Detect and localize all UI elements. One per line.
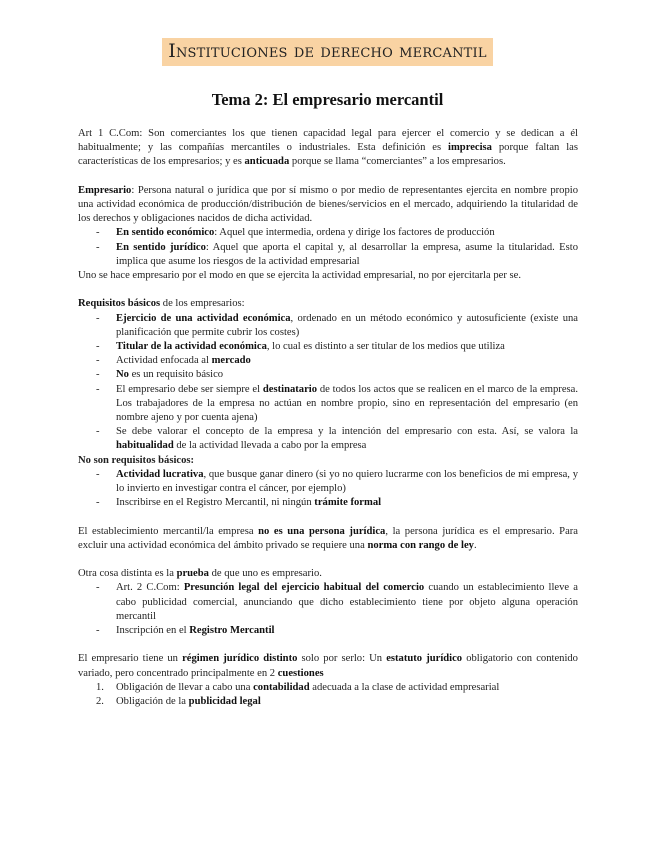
list-item (78, 340, 578, 354)
text-run: es un requisito básico (128, 369, 224, 381)
bullet-marker: - (96, 369, 100, 381)
spacer (78, 553, 578, 567)
bullet-marker: - (96, 582, 100, 594)
text-run: Otra cosa distinta es la (78, 568, 177, 580)
bullet-marker: - (96, 241, 100, 253)
empresario-list (78, 226, 578, 269)
list-item (78, 383, 578, 426)
text-run: , la persona jurídica es el empresario. Para excluir una actividad económica del ámbito privado se requiere una (78, 525, 579, 551)
text-run: . (473, 539, 477, 551)
text-run: de todos los actos que se realicen en el marco de la empresa. Los trabajadores de la empresa no actúan en nombre propio, sino en representación del empresario (en nombre ajeno y por cuenta ajena) (116, 383, 578, 424)
bullet-marker: - (96, 468, 100, 480)
paragraph-empresario-footer: Uno se hace empresario por el modo en que se ejercita la actividad empresarial, no por ejercitarla per se. (78, 270, 521, 282)
number-marker: 2. (96, 696, 104, 708)
text-run: adecuada a la clase de actividad empresarial (309, 681, 500, 693)
text-run: , lo cual es distinto a ser titular de los medios que utiliza (266, 341, 505, 353)
no-requisitos-list (78, 468, 578, 511)
text-run: : Aquel que intermedia, ordena y dirige los factores de producción (214, 227, 495, 239)
text-run: Obligación de la (116, 696, 189, 708)
list-item (78, 468, 578, 496)
bold-run: cuestiones (277, 667, 324, 679)
bold-run: no es una persona jurídica (258, 525, 386, 537)
spacer (78, 283, 578, 297)
text-run: : Persona natural o jurídica que por sí mismo o por medio de representantes ejercita en nombre propio una actividad económica de producción/distribución de bienes/servicios en el mercado, adquiriendo la titularidad de los derechos y obligaciones nacidos de dicha actividad. (78, 184, 578, 225)
list-item (78, 312, 578, 340)
text-run: Art. 2 C.Com: (116, 582, 184, 594)
bold-run: habitualidad (116, 440, 174, 452)
paragraph-art1 (78, 127, 578, 170)
list-item (78, 624, 578, 638)
list-item (78, 695, 578, 709)
bullet-marker: - (96, 497, 100, 509)
list-item (78, 241, 578, 269)
bold-run: En sentido jurídico (116, 241, 206, 253)
text-run: , que busque ganar dinero (si yo no quiero lucrarme con los beneficios de mi empresa, y lo invierto en investigar contra el cáncer, por ejemplo) (116, 468, 578, 495)
text-run: El empresario tiene un (78, 653, 183, 665)
title-container (0, 38, 655, 66)
text-run: El establecimiento mercantil/la empresa (78, 525, 259, 537)
bold-run: Actividad lucrativa (116, 468, 204, 480)
list-item (78, 226, 578, 240)
text-run: Se debe valorar el concepto de la empresa y la intención del empresario con esta. Así, se valora la (116, 426, 578, 438)
bold-run: norma con rango de ley (367, 539, 474, 551)
bold-run: Ejercicio de una actividad económica (116, 312, 291, 324)
text-run: porque faltan las características de los empresarios; y es (78, 142, 578, 168)
text-run: cuando un establecimiento lleve a cabo publicidad comercial, anunciando que dicho establecimiento tiene por objeto alguna operación mercantil (116, 582, 578, 622)
text-run: , ordenado en un método económico y autosuficiente (existe una planificación que permite cubrir los costes) (116, 312, 579, 338)
regimen-list (78, 681, 578, 709)
bullet-marker: - (96, 227, 100, 239)
text-run: de que uno es empresario. (208, 568, 322, 580)
bold-run: contabilidad (253, 681, 310, 693)
bullet-marker: - (96, 426, 100, 438)
paragraph-establecimiento (78, 525, 578, 553)
number-marker: 1. (96, 681, 104, 693)
bold-run: imprecisa (448, 142, 492, 154)
bold-run: régimen jurídico distinto (182, 653, 298, 665)
bold-run: Presunción legal del ejercicio habitual del comercio (183, 582, 425, 594)
bold-run: estatuto jurídico (386, 653, 463, 665)
text-run: Obligación de llevar a cabo una (116, 681, 254, 693)
bold-run: En sentido económico (116, 227, 215, 239)
bullet-marker: - (96, 312, 100, 324)
requisitos-heading (78, 297, 578, 311)
text-run: Inscribirse en el Registro Mercantil, ni ningún (116, 497, 315, 509)
bold-run: anticuada (244, 156, 290, 168)
document-title: Instituciones de derecho mercantil (162, 38, 492, 66)
text-run: Inscripción en el (116, 625, 190, 637)
spacer (78, 510, 578, 524)
bold-run: trámite formal (314, 497, 382, 509)
spacer (78, 638, 578, 652)
text-run: El empresario debe ser siempre el (116, 383, 263, 395)
bold-run: No (116, 369, 129, 381)
bold-run: publicidad legal (188, 696, 261, 708)
list-item (78, 496, 578, 510)
text-run: solo por serlo: Un (297, 653, 387, 665)
no-requisitos-heading: No son requisitos básicos: (78, 454, 195, 466)
paragraph-empresario (78, 184, 578, 227)
bold-run: Titular de la actividad económica (116, 341, 267, 353)
bold-run: Requisitos básicos (78, 298, 161, 310)
text-run: Art 1 C.Com: Son comerciantes los que tienen capacidad legal para ejercer el comercio y se dedican a él habitualmente; y las compañías mercantiles o industriales. Esta definición es (78, 128, 578, 154)
text-run: de la actividad llevada a cabo por la empresa (173, 440, 367, 452)
text-run: : Aquel que aporta el capital y, al desarrollar la empresa, asume la titularidad. Esto implica que asume los riesgos de la actividad empresarial (116, 241, 578, 267)
text-run: Actividad enfocada al (116, 355, 212, 367)
bold-run: mercado (211, 355, 251, 367)
prueba-list (78, 581, 578, 638)
text-run: de los empresarios: (160, 298, 245, 310)
bullet-marker: - (96, 625, 100, 637)
list-item (78, 581, 578, 624)
paragraph-regimen (78, 652, 578, 680)
list-item (78, 368, 578, 382)
requisitos-list (78, 312, 578, 454)
document-body (78, 127, 578, 709)
bullet-marker: - (96, 383, 100, 395)
list-item (78, 425, 578, 453)
bold-run: Empresario (78, 184, 132, 196)
spacer (78, 170, 578, 184)
list-item (78, 354, 578, 368)
list-item (78, 681, 578, 695)
bold-run: Registro Mercantil (189, 625, 275, 637)
text-run: porque se llama “comerciantes” a los empresarios. (289, 156, 506, 168)
text-run: obligatorio con contenido variado, pero concentrado principalmente en 2 (78, 653, 578, 679)
document-subtitle: Tema 2: El empresario mercantil (211, 90, 444, 109)
bullet-marker: - (96, 355, 100, 367)
bold-run: prueba (176, 568, 209, 580)
bold-run: destinatario (262, 383, 318, 395)
paragraph-prueba (78, 567, 578, 581)
bullet-marker: - (96, 341, 100, 353)
